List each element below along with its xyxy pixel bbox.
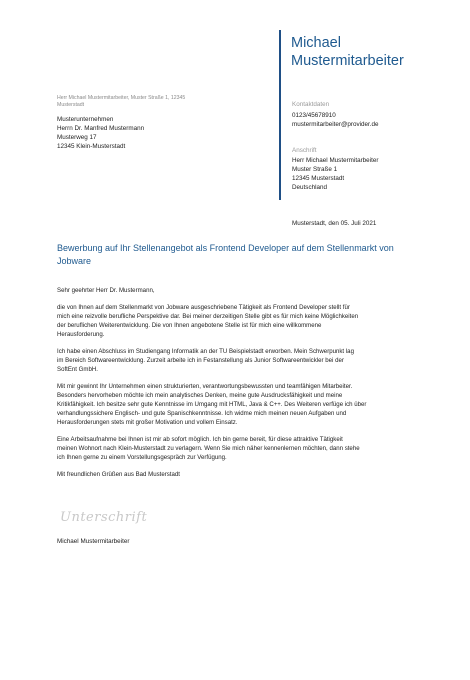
contact-details	[292, 111, 462, 129]
paragraph-line: Besonders hervorheben möchte ich mein analytisches Denken, meine gute Ausdrucksfähigkeit und meine	[57, 392, 343, 399]
paragraph-line: mich eine reizvolle berufliche Perspektive dar. Bei meiner derzeitigen Stelle gibt es für mich keine Möglichkeiten	[57, 313, 359, 320]
salutation: Sehr geehrter Herr Dr. Mustermann,	[57, 287, 155, 294]
letter-body	[57, 286, 432, 487]
recipient-city: 12345 Klein-Musterstadt	[57, 143, 126, 150]
paragraph-line: verhandlungssichere Englisch- und gute Spanischkenntnisse. Ich widme mich meinen neuen Aufgaben und	[57, 410, 347, 417]
address-country: Deutschland	[292, 184, 328, 191]
recipient-company: Musterunternehmen	[57, 116, 114, 123]
sender-address	[292, 156, 462, 192]
paragraph-line: Herausforderungen stets mit großer Motivation und vollem Einsatz.	[57, 419, 238, 426]
paragraph-4	[57, 435, 432, 462]
letter-date: Musterstadt, den 05. Juli 2021	[292, 220, 377, 227]
closing: Mit freundlichen Grüßen aus Bad Musterstadt	[57, 471, 180, 478]
paragraph-line: der beruflichen Weiterentwicklung. Die von Ihnen angebotene Stelle ist für mich eine willkommene	[57, 322, 322, 329]
recipient-street: Musterweg 17	[57, 134, 97, 141]
recipient-person: Herrn Dr. Manfred Mustermann	[57, 125, 145, 132]
header-accent-bar	[279, 30, 281, 200]
address-label: Anschrift	[292, 147, 317, 154]
paragraph-line: Kritikfähigkeit. Ich besitze sehr gute Kenntnisse im Umgang mit HTML, Java & C++. Des Weiteren verfüge ich über	[57, 401, 367, 408]
signature-image: Unterschrift	[60, 510, 148, 525]
contact-email: mustermitarbeiter@provider.de	[292, 121, 379, 128]
paragraph-1	[57, 303, 432, 339]
paragraph-line: im Bereich Softwareentwicklung. Zurzeit arbeite ich in Festanstellung als Junior Softwareentwickler bei der	[57, 357, 344, 364]
paragraph-line: Ich habe einen Abschluss im Studiengang Informatik an der TU Beispielstadt erworben. Mein Schwerpunkt lag	[57, 348, 354, 355]
paragraph-line: SoftEnt GmbH.	[57, 366, 98, 373]
paragraph-3	[57, 382, 432, 427]
applicant-name	[291, 34, 461, 70]
signer-name: Michael Mustermitarbeiter	[57, 538, 130, 545]
sender-line-2: Musterstadt	[57, 102, 85, 108]
paragraph-line: die von Ihnen auf dem Stellenmarkt von Jobware ausgeschriebene Tätigkeit als Frontend Developer stellt für	[57, 304, 350, 311]
sender-return-address	[57, 95, 257, 109]
contact-label: Kontaktdaten	[292, 101, 330, 108]
address-city: 12345 Musterstadt	[292, 175, 345, 182]
address-name: Herr Michael Mustermitarbeiter	[292, 157, 379, 164]
letter-subject: Bewerbung auf Ihr Stellenangebot als Frontend Developer auf dem Stellenmarkt von Jobware	[57, 243, 394, 266]
paragraph-line: Mit mir gewinnt Ihr Unternehmen einen strukturierten, verantwortungsbewussten und teamfähigen Mitarbeiter.	[57, 383, 353, 390]
paragraph-line: Herausforderung.	[57, 331, 105, 338]
paragraph-line: ich Ihnen gerne zu einem Vorstellungsgespräch zur Verfügung.	[57, 454, 227, 461]
name-first: Michael	[291, 35, 341, 51]
sender-line-1: Herr Michael Mustermitarbeiter, Muster Straße 1, 12345	[57, 95, 186, 101]
address-street: Muster Straße 1	[292, 166, 338, 173]
paragraph-2	[57, 347, 432, 374]
paragraph-line: meinen Wohnort nach Klein-Musterstadt zu verlagern. Wenn Sie mich näher kennenlernen möchten, dann stehe	[57, 445, 360, 452]
name-last: Mustermitarbeiter	[291, 53, 404, 69]
recipient-address	[57, 115, 257, 151]
contact-phone: 0123/45678910	[292, 112, 336, 119]
paragraph-line: Eine Arbeitsaufnahme bei Ihnen ist mir ab sofort möglich. Ich bin gerne bereit, für diese attraktive Tätigkeit	[57, 436, 343, 443]
